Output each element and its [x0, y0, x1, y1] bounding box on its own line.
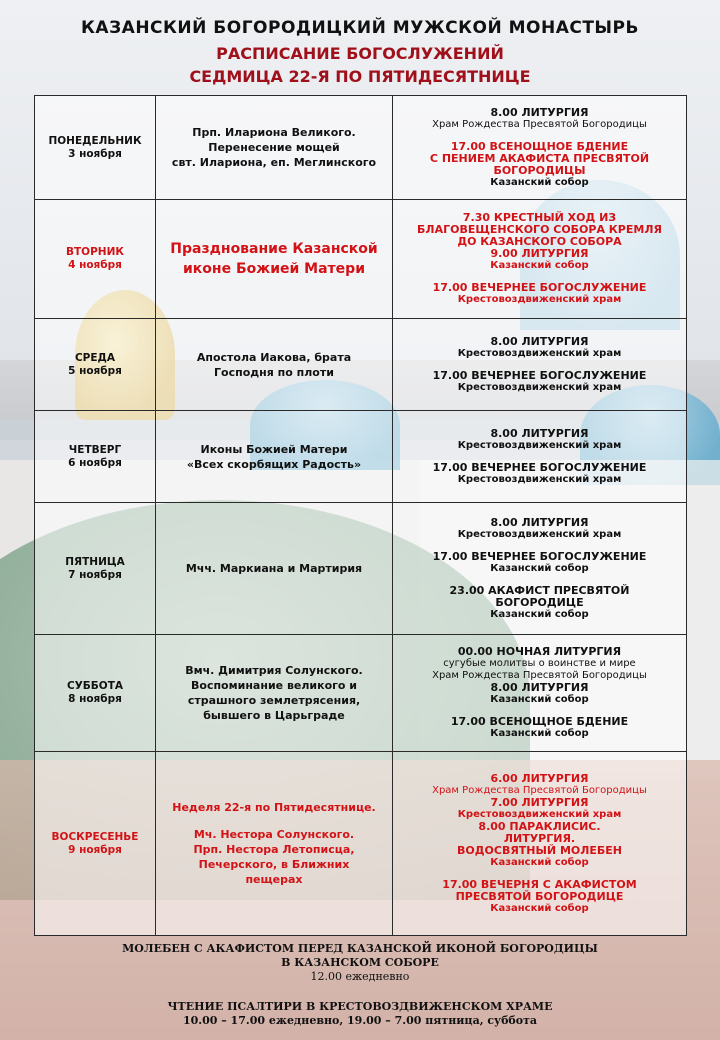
service-place: Крестовоздвиженский храм — [457, 808, 622, 820]
feast-line: бывшего в Царьграде — [203, 709, 345, 722]
service-time: БОГОРОДИЦЕ — [495, 595, 584, 609]
day-name: СУББОТА — [66, 680, 124, 692]
monastery-title: КАЗАНСКИЙ БОГОРОДИЦКИЙ МУЖСКОЙ МОНАСТЫРЬ — [81, 18, 639, 38]
service-time: 17.00 ВСЕНОЩНОЕ БДЕНИЕ — [450, 715, 629, 728]
service-place: Казанский собор — [490, 902, 589, 914]
feast-line: свт. Илариона, еп. Меглинского — [171, 156, 377, 169]
service-time: БОГОРОДИЦЫ — [493, 163, 586, 177]
service-time: 8.00 ЛИТУРГИЯ — [490, 334, 589, 348]
feast-line — [159, 815, 389, 827]
service-time: 17.00 ВЕЧЕРНЯ С АКАФИСТОМ — [442, 877, 637, 891]
moleben-line2: В КАЗАНСКОМ СОБОРЕ — [281, 956, 439, 969]
service-time: ДО КАЗАНСКОГО СОБОРА — [457, 235, 622, 248]
service-time: 17.00 ВЕЧЕРНЕЕ БОГОСЛУЖЕНИЕ — [432, 368, 647, 382]
service-time: 8.00 ЛИТУРГИЯ — [490, 681, 589, 694]
moleben-time: 12.00 ежедневно — [310, 970, 410, 983]
feast-line: Неделя 22-я по Пятидесятнице. — [172, 801, 376, 814]
feast-line: Мчч. Маркиана и Мартирия — [185, 562, 363, 575]
feast-line: Прп. Илариона Великого. — [192, 126, 356, 139]
feast-line: страшного землетрясения, — [187, 694, 361, 707]
day-date: 6 ноября — [68, 456, 122, 469]
service-place: Казанский собор — [490, 608, 589, 620]
service-place: Храм Рождества Пресвятой Богородицы — [432, 670, 647, 681]
service-time: БЛАГОВЕЩЕНСКОГО СОБОРА КРЕМЛЯ — [417, 223, 662, 236]
service-time: 17.00 ВЕЧЕРНЕЕ БОГОСЛУЖЕНИЕ — [432, 281, 647, 294]
service-place: Казанский собор — [490, 176, 589, 188]
spacer — [396, 541, 683, 551]
table-row — [35, 635, 687, 752]
service-place: Казанский собор — [490, 694, 589, 705]
schedule-title: РАСПИСАНИЕ БОГОСЛУЖЕНИЙ — [216, 44, 504, 63]
service-place: Крестовоздвиженский храм — [457, 473, 622, 485]
day-name: ПЯТНИЦА — [65, 555, 125, 568]
service-place: Крестовоздвиженский храм — [457, 439, 622, 451]
service-time: 6.00 ЛИТУРГИЯ — [490, 771, 589, 785]
service-place: Казанский собор — [490, 728, 589, 739]
feast-cell — [156, 635, 393, 752]
service-place: Казанский собор — [490, 562, 589, 574]
services-cell — [393, 96, 687, 200]
feast-cell — [156, 319, 393, 411]
service-time: ЛИТУРГИЯ. — [503, 831, 576, 845]
day-cell — [35, 319, 156, 411]
service-time: 17.00 ВЕЧЕРНЕЕ БОГОСЛУЖЕНИЕ — [432, 460, 647, 474]
day-name: ЧЕТВЕРГ — [68, 443, 122, 456]
feast-cell — [156, 411, 393, 503]
service-time: 9.00 ЛИТУРГИЯ — [490, 247, 589, 260]
spacer — [396, 131, 683, 141]
feast-line: Прп. Нестора Летописца, — [193, 843, 355, 856]
service-place: Крестовоздвиженский храм — [457, 294, 622, 305]
day-name: СРЕДА — [74, 351, 116, 364]
day-name: ВТОРНИК — [66, 246, 124, 258]
spacer — [396, 575, 683, 585]
feast-cell — [156, 96, 393, 200]
service-time: С ПЕНИЕМ АКАФИСТА ПРЕСВЯТОЙ — [429, 151, 650, 165]
day-date: 3 ноября — [68, 147, 122, 160]
week-title: СЕДМИЦА 22-Я ПО ПЯТИДЕСЯТНИЦЕ — [189, 67, 531, 86]
spacer — [396, 360, 683, 370]
spacer — [396, 869, 683, 879]
service-place: сугубые молитвы о воинстве и мире — [443, 658, 636, 669]
services-cell — [393, 200, 687, 319]
psalter-time: 10.00 – 17.00 ежедневно, 19.00 – 7.00 пятница, суббота — [182, 1014, 538, 1027]
psalter-note — [0, 1000, 720, 1028]
feast-cell — [156, 752, 393, 936]
table-row — [35, 319, 687, 411]
service-time: 7.00 ЛИТУРГИЯ — [490, 795, 589, 809]
feast-line: Перенесение мощей — [208, 141, 340, 154]
day-name: ПОНЕДЕЛЬНИК — [48, 134, 142, 147]
service-time: ПРЕСВЯТОЙ БОГОРОДИЦЕ — [455, 889, 624, 903]
table-row — [35, 752, 687, 936]
moleben-line1: МОЛЕБЕН С АКАФИСТОМ ПЕРЕД КАЗАНСКОЙ ИКОНОЙ БОГОРОДИЦЫ — [122, 942, 598, 955]
services-cell — [393, 319, 687, 411]
feast-line: пещерах — [245, 873, 303, 886]
service-time: 7.30 КРЕСТНЫЙ ХОД ИЗ — [462, 211, 617, 224]
services-cell — [393, 503, 687, 635]
day-cell — [35, 200, 156, 319]
services-cell — [393, 411, 687, 503]
table-row — [35, 200, 687, 319]
table-row — [35, 96, 687, 200]
service-place: Крестовоздвиженский храм — [457, 347, 622, 359]
day-date: 8 ноября — [68, 693, 122, 705]
service-time: 8.00 ЛИТУРГИЯ — [490, 105, 589, 119]
service-time: 8.00 ПАРАКЛИСИС. — [478, 819, 601, 833]
service-place: Казанский собор — [490, 260, 589, 271]
feast-line: Печерского, в Ближних — [198, 858, 350, 871]
feast-line: Вмч. Димитрия Солунского. — [185, 664, 363, 677]
day-name: ВОСКРЕСЕНЬЕ — [51, 830, 139, 843]
day-date: 5 ноября — [68, 364, 122, 377]
schedule-table — [34, 95, 687, 936]
service-time: 8.00 ЛИТУРГИЯ — [490, 515, 589, 529]
feast-line: Мч. Нестора Солунского. — [193, 828, 355, 841]
service-time: 23.00 АКАФИСТ ПРЕСВЯТОЙ — [449, 583, 630, 597]
feast-cell — [156, 503, 393, 635]
day-cell — [35, 752, 156, 936]
feast-line: «Всех скорбящих Радость» — [186, 457, 362, 471]
service-place: Храм Рождества Пресвятой Богородицы — [432, 784, 647, 796]
service-time: 8.00 ЛИТУРГИЯ — [490, 426, 589, 440]
moleben-note — [0, 942, 720, 984]
feast-line: Иконы Божией Матери — [200, 442, 348, 456]
services-cell — [393, 635, 687, 752]
service-place: Крестовоздвиженский храм — [457, 381, 622, 393]
day-cell — [35, 503, 156, 635]
service-place: Храм Рождества Пресвятой Богородицы — [432, 118, 647, 130]
day-date: 9 ноября — [68, 843, 122, 856]
service-time: ВОДОСВЯТНЫЙ МОЛЕБЕН — [456, 843, 622, 857]
feast-line: Господня по плоти — [214, 365, 334, 379]
service-place: Крестовоздвиженский храм — [457, 528, 622, 540]
day-cell — [35, 96, 156, 200]
day-date: 7 ноября — [68, 568, 122, 581]
service-time: 17.00 ВСЕНОЩНОЕ БДЕНИЕ — [450, 139, 629, 153]
feast-line: Апостола Иакова, брата — [196, 350, 352, 364]
day-date: 4 ноября — [68, 259, 122, 271]
service-time: 17.00 ВЕЧЕРНЕЕ БОГОСЛУЖЕНИЕ — [432, 549, 647, 563]
day-cell — [35, 411, 156, 503]
feast-line: Празднование Казанской — [170, 241, 378, 257]
table-row — [35, 503, 687, 635]
feast-line: иконе Божией Матери — [183, 261, 365, 277]
psalter-line1: ЧТЕНИЕ ПСАЛТИРИ В КРЕСТОВОЗДВИЖЕНСКОМ ХРАМЕ — [167, 1000, 553, 1013]
services-cell — [393, 752, 687, 936]
service-place: Казанский собор — [490, 856, 589, 868]
feast-line: Воспоминание великого и — [191, 679, 357, 692]
spacer — [396, 452, 683, 462]
feast-cell — [156, 200, 393, 319]
day-cell — [35, 635, 156, 752]
table-row — [35, 411, 687, 503]
service-time: 00.00 НОЧНАЯ ЛИТУРГИЯ — [457, 645, 622, 658]
